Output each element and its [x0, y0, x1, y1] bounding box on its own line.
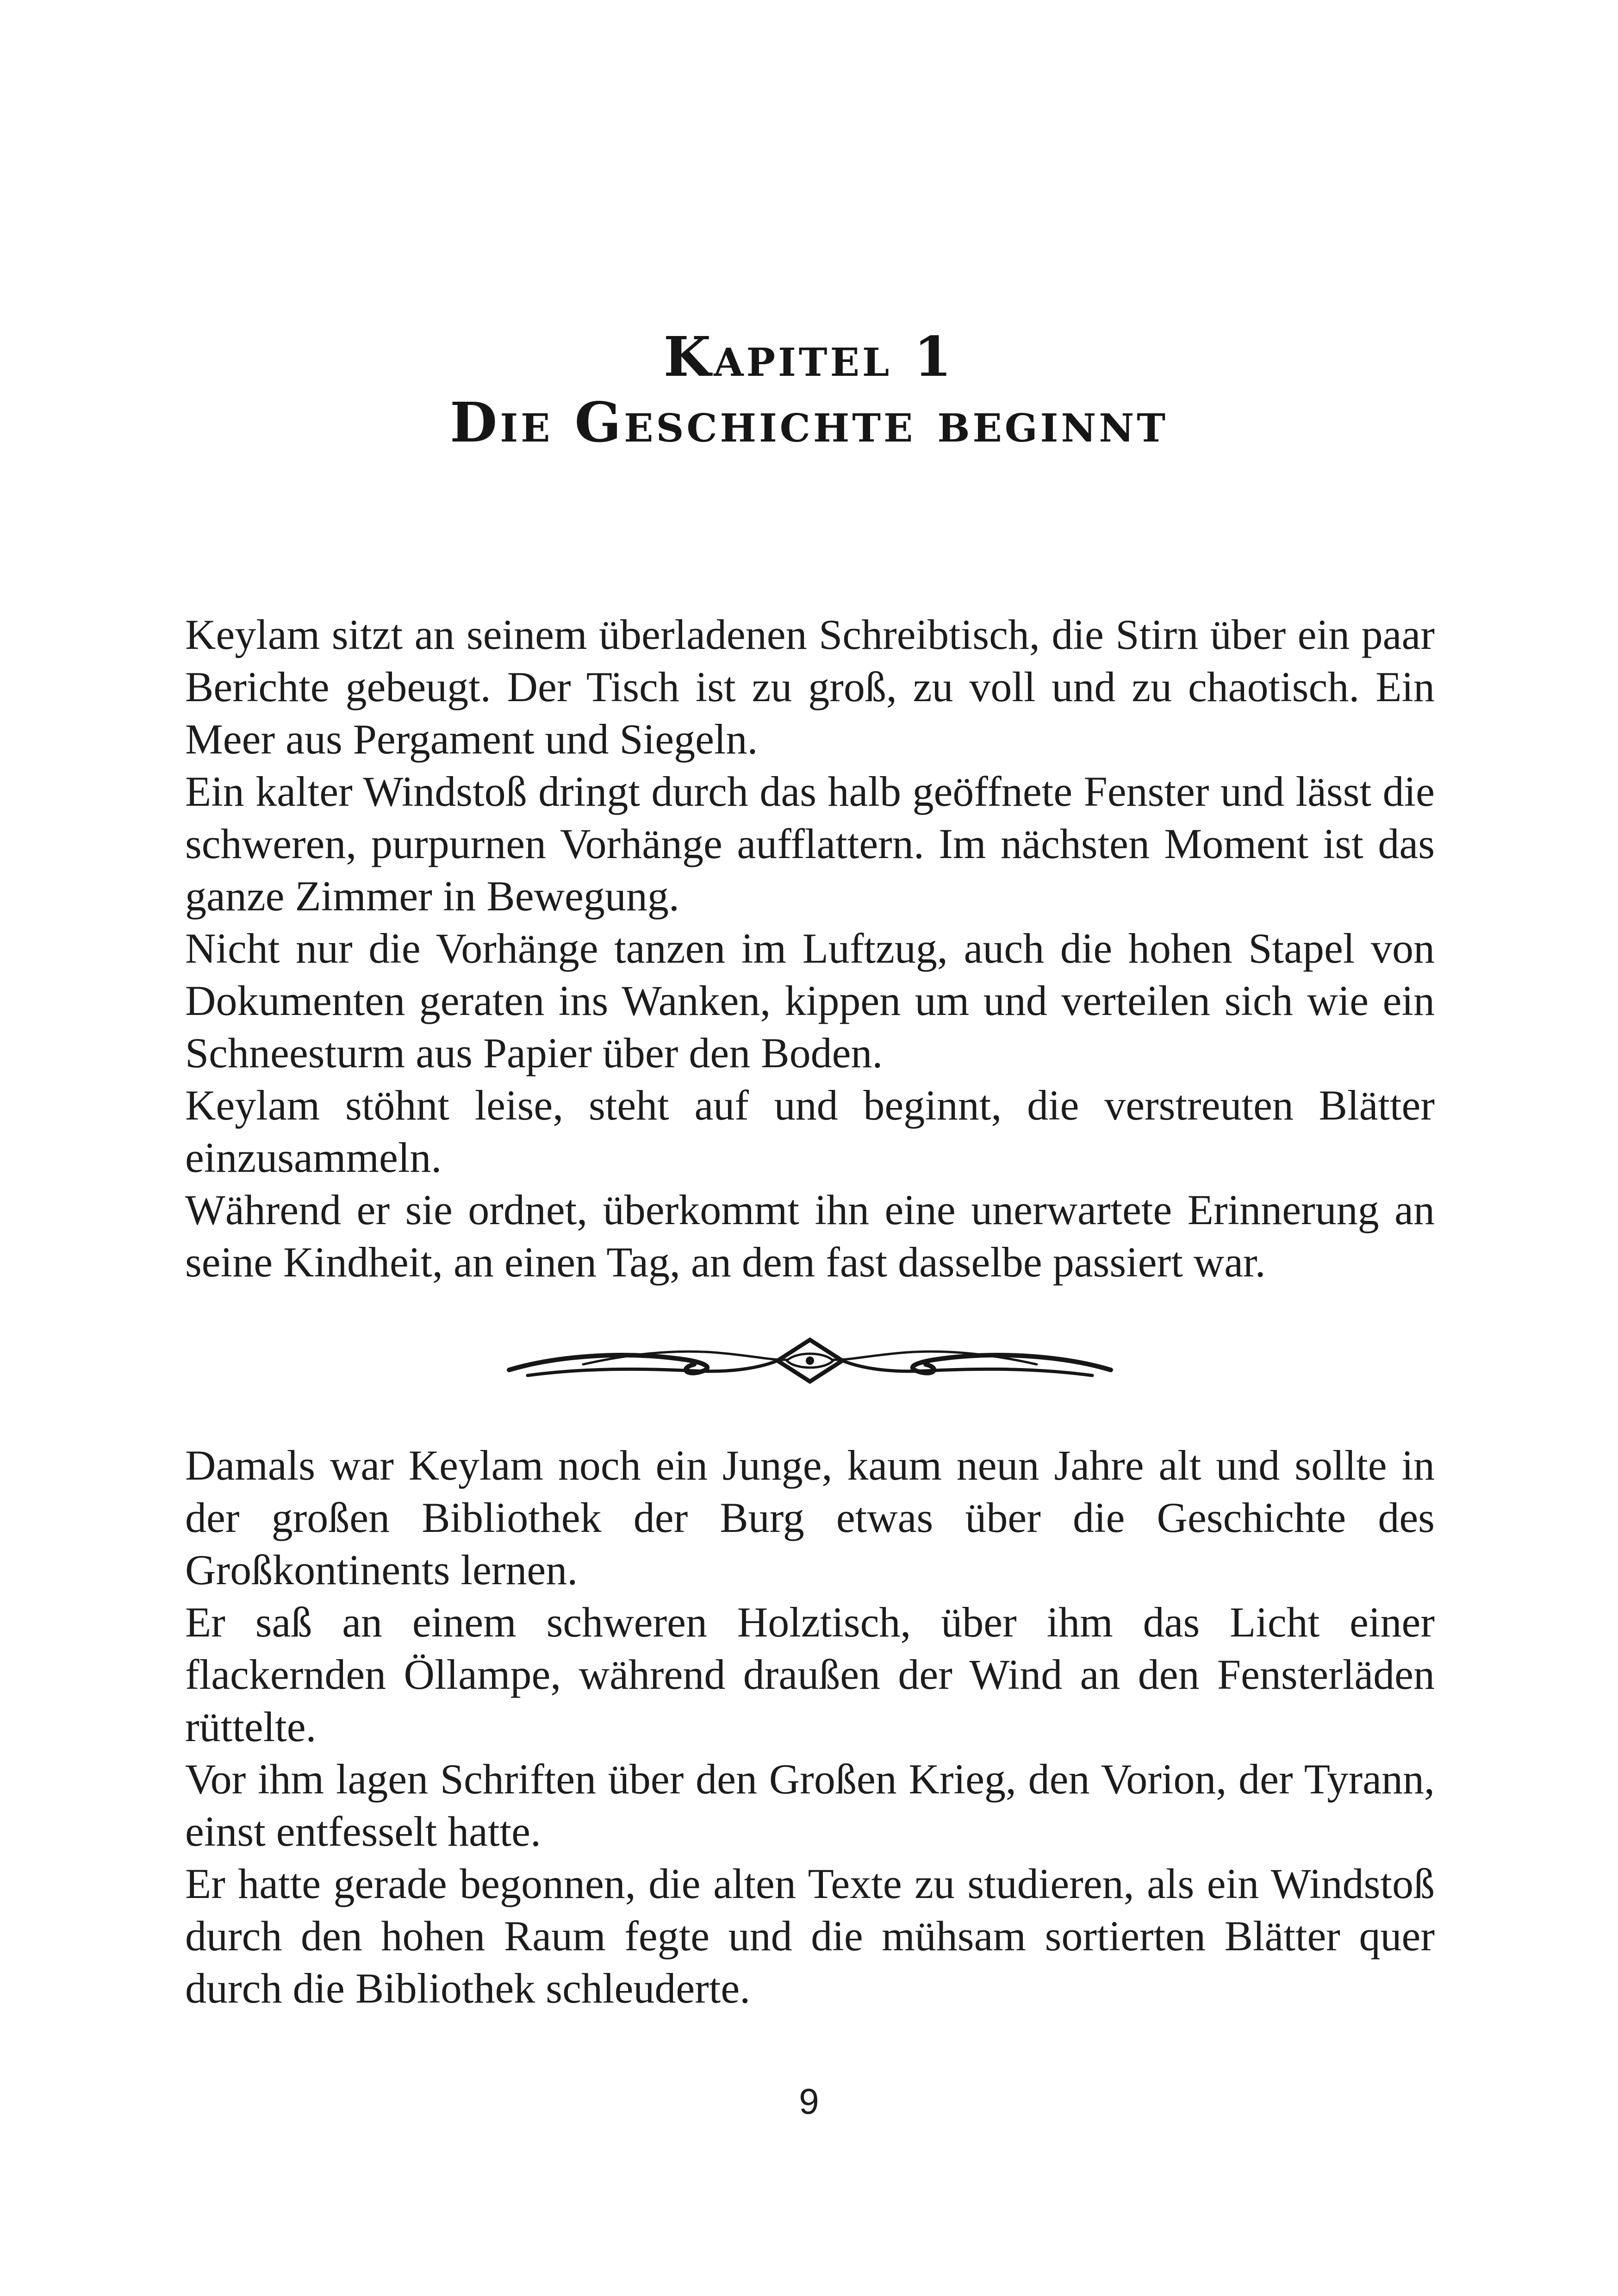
chapter-title: Die Geschichte beginnt — [450, 390, 1168, 454]
paragraph: Nicht nur die Vorhänge tanzen im Luftzug, auch die hohen Stapel von Dokumenten geraten ins Wanken, kippen um und verteilen sich wie ein Schneesturm aus Papier über den Boden. — [185, 925, 1435, 1076]
chapter-heading — [0, 324, 1618, 455]
chapter-number: Kapitel 1 — [663, 324, 955, 389]
paragraph: Keylam stöhnt leise, steht auf und beginnt, die verstreuten Blätter einzusammeln. — [185, 1082, 1435, 1181]
paragraph: Er saß an einem schweren Holztisch, über ihm das Licht einer flackernden Öllampe, während draußen der Wind an den Fensterläden rüttelte. — [185, 1599, 1435, 1750]
paragraph: Ein kalter Windstoß dringt durch das halb geöffnete Fenster und lässt die schweren, purpurnen Vorhänge aufflattern. Im nächsten Moment ist das ganze Zimmer in Bewegung. — [185, 768, 1435, 920]
page-number: 9 — [799, 2081, 819, 2122]
section-two-text — [185, 1439, 1435, 2015]
flourish-divider-icon — [500, 1324, 1120, 1398]
paragraph: Vor ihm lagen Schriften über den Großen Krieg, den Vorion, der Tyrann, einst entfesselt hatte. — [185, 1755, 1435, 1855]
paragraph: Keylam sitzt an seinem überladenen Schreibtisch, die Stirn über ein paar Berichte gebeugt. Der Tisch ist zu groß, zu voll und zu chaotisch. Ein Meer aus Pergament und Siegeln. — [185, 611, 1435, 763]
paragraph: Damals war Keylam noch ein Junge, kaum neun Jahre alt und sollte in der großen Bibliothek der Burg etwas über die Geschichte des Großkontinents lernen. — [185, 1442, 1435, 1593]
section-one-text — [185, 609, 1435, 1288]
paragraph: Während er sie ordnet, überkommt ihn eine unerwartete Erinnerung an seine Kindheit, an einen Tag, an dem fast dasselbe passiert war. — [185, 1186, 1435, 1286]
paragraph: Er hatte gerade begonnen, die alten Texte zu studieren, als ein Windstoß durch den hohen Raum fegte und die mühsam sortierten Blätter quer durch die Bibliothek schleuderte. — [185, 1860, 1435, 2012]
